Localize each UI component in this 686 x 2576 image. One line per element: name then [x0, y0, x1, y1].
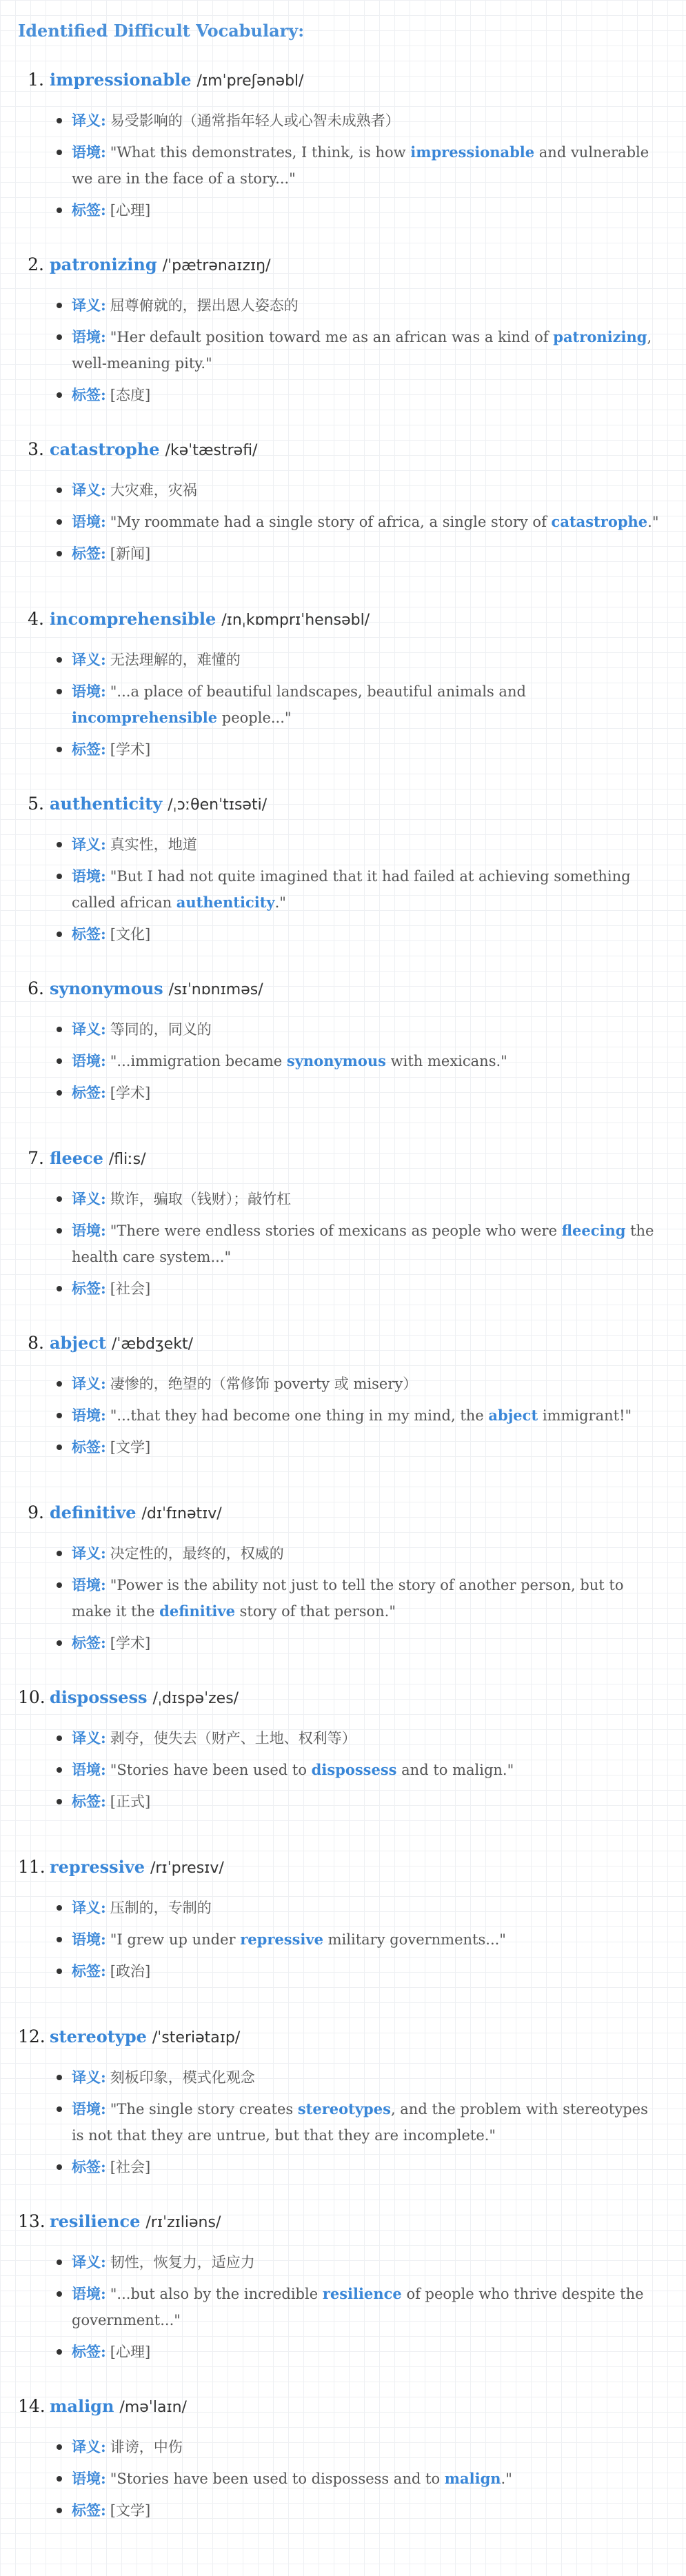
vocab-word: malign	[50, 2396, 114, 2416]
context-row	[72, 2096, 668, 2149]
tag-label: 标签:	[72, 1438, 106, 1456]
word-line	[18, 1684, 668, 1711]
translation-text: 大灾难，灾祸	[110, 482, 197, 499]
context-text-after: and to malign."	[396, 1762, 514, 1778]
tag-text: [心理]	[110, 2344, 151, 2360]
bullet-icon	[57, 1228, 62, 1234]
translation-row	[72, 2434, 668, 2460]
tag-label: 标签:	[72, 1280, 106, 1297]
item-number: 6.	[28, 978, 44, 998]
bullet-icon	[57, 1640, 62, 1646]
bullet-icon	[57, 1905, 62, 1911]
translation-row	[72, 2249, 668, 2275]
tag-row	[72, 2339, 668, 2365]
word-details	[18, 1540, 668, 1656]
word-line	[18, 1499, 668, 1527]
word-details	[18, 1186, 668, 1302]
tag-row	[72, 382, 668, 408]
item-number: 2.	[28, 254, 44, 274]
bullet-icon	[57, 1551, 62, 1556]
vocab-word: definitive	[50, 1502, 137, 1522]
translation-row	[72, 1725, 668, 1751]
vocab-item-catastrophe	[18, 436, 668, 605]
vocab-word: stereotype	[50, 2026, 147, 2046]
bullet-icon	[57, 334, 62, 340]
translation-text: 诽谤，中伤	[110, 2439, 183, 2455]
translation-text: 屈尊俯就的，摆出恩人姿态的	[110, 297, 299, 314]
bullet-icon	[57, 1196, 62, 1202]
vocab-item-repressive	[18, 1853, 668, 2023]
translation-text: 凄惨的，绝望的（常修饰 poverty 或 misery）	[110, 1376, 418, 1392]
bullet-icon	[57, 392, 62, 398]
word-details	[18, 108, 668, 223]
vocab-item-synonymous	[18, 975, 668, 1145]
context-text-before: "But I had not quite imagined that it had failed at achieving something called african	[72, 868, 631, 911]
translation-row	[72, 832, 668, 858]
context-row	[72, 1402, 668, 1429]
tag-row	[72, 1434, 668, 1460]
context-text-after: story of that person."	[234, 1603, 396, 1620]
vocab-word: abject	[50, 1333, 106, 1353]
word-line	[18, 2023, 668, 2051]
context-row	[72, 324, 668, 376]
bullet-icon	[57, 842, 62, 847]
vocab-word: incomprehensible	[50, 609, 216, 629]
phonetic: /məˈlaɪn/	[119, 2399, 187, 2416]
bullet-icon	[57, 1767, 62, 1773]
bullet-icon	[57, 1058, 62, 1064]
context-row	[72, 1572, 668, 1624]
word-line	[18, 1329, 668, 1357]
context-row	[72, 678, 668, 731]
phonetic: /sɪˈnɒnɪməs/	[168, 981, 263, 998]
tag-row	[72, 2497, 668, 2524]
context-text-before: "...but also by the incredible	[110, 2286, 323, 2302]
translation-label: 译义:	[72, 836, 106, 853]
context-text-before: "Stories have been used to	[110, 1762, 312, 1778]
translation-text: 压制的，专制的	[110, 1900, 212, 1916]
tag-row	[72, 921, 668, 947]
page-title: Identified Difficult Vocabulary:	[18, 21, 305, 41]
word-details	[18, 1016, 668, 1106]
translation-label: 译义:	[72, 2253, 106, 2271]
bullet-icon	[57, 1582, 62, 1588]
context-text-before: "...immigration became	[110, 1053, 287, 1069]
vocab-word: repressive	[50, 1857, 145, 1877]
context-row	[72, 1048, 668, 1074]
context-text-after: ."	[274, 894, 286, 911]
bullet-icon	[57, 2291, 62, 2297]
tag-text: [社会]	[110, 2159, 151, 2175]
tag-text: [社会]	[110, 1280, 151, 1297]
item-number: 12.	[18, 2026, 46, 2046]
vocab-word: resilience	[50, 2211, 141, 2231]
phonetic: /fliːs/	[108, 1151, 146, 1168]
context-text-after: ."	[501, 2471, 512, 2487]
word-details	[18, 1371, 668, 1460]
context-label: 语境:	[72, 1761, 106, 1778]
translation-label: 译义:	[72, 1375, 106, 1392]
bullet-icon	[57, 519, 62, 525]
context-text-before: "There were endless stories of mexicans as people who were	[110, 1222, 562, 1239]
tag-label: 标签:	[72, 741, 106, 758]
tag-label: 标签:	[72, 2502, 106, 2519]
word-line	[18, 251, 668, 279]
translation-text: 欺诈，骗取（钱财）；敲竹杠	[110, 1191, 292, 1207]
translation-row	[72, 1016, 668, 1043]
context-text-after: with mexicans."	[385, 1053, 507, 1069]
context-label: 语境:	[72, 2285, 106, 2302]
bullet-icon	[57, 2349, 62, 2355]
context-label: 语境:	[72, 2470, 106, 2487]
translation-label: 译义:	[72, 1020, 106, 1038]
bullet-icon	[57, 150, 62, 155]
translation-label: 译义:	[72, 112, 106, 129]
tag-text: [学术]	[110, 741, 151, 758]
tag-row	[72, 1276, 668, 1302]
vocab-item-stereotype	[18, 2023, 668, 2208]
translation-label: 译义:	[72, 481, 106, 499]
bullet-icon	[57, 2106, 62, 2112]
word-details	[18, 832, 668, 947]
vocab-item-abject	[18, 1329, 668, 1499]
tag-label: 标签:	[72, 201, 106, 219]
vocab-item-dispossess	[18, 1684, 668, 1853]
vocab-word: synonymous	[50, 978, 163, 998]
bullet-icon	[57, 932, 62, 937]
translation-row	[72, 1186, 668, 1212]
item-number: 8.	[28, 1333, 44, 1353]
tag-text: [学术]	[110, 1085, 151, 1101]
word-line	[18, 66, 668, 94]
translation-row	[72, 2064, 668, 2091]
tag-label: 标签:	[72, 2158, 106, 2175]
context-row	[72, 863, 668, 916]
context-highlight-word: incomprehensible	[72, 709, 218, 726]
tag-label: 标签:	[72, 2343, 106, 2360]
tag-row	[72, 197, 668, 223]
context-row	[72, 2466, 668, 2492]
vocabulary-list	[18, 66, 668, 2562]
context-text-before: "Power is the ability not just to tell the story of another person, but to make it the	[72, 1577, 624, 1620]
tag-label: 标签:	[72, 1634, 106, 1651]
tag-label: 标签:	[72, 925, 106, 943]
bullet-icon	[57, 1286, 62, 1291]
tag-row	[72, 1080, 668, 1106]
context-text-after: the health care system..."	[72, 1222, 654, 1265]
tag-text: [正式]	[110, 1793, 151, 1810]
word-line	[18, 790, 668, 818]
word-details	[18, 2064, 668, 2180]
bullet-icon	[57, 551, 62, 556]
context-label: 语境:	[72, 867, 106, 885]
translation-text: 剥夺，使失去（财产、土地、权利等）	[110, 1730, 356, 1747]
tag-label: 标签:	[72, 545, 106, 562]
bullet-icon	[57, 2075, 62, 2080]
tag-text: [文化]	[110, 926, 151, 943]
item-number: 5.	[28, 794, 44, 814]
context-highlight-word: impressionable	[410, 143, 535, 161]
translation-text: 真实性，地道	[110, 836, 197, 853]
tag-text: [文学]	[110, 1439, 151, 1456]
tag-label: 标签:	[72, 1084, 106, 1101]
tag-text: [心理]	[110, 202, 151, 219]
translation-label: 译义:	[72, 1899, 106, 1916]
vocab-item-incomprehensible	[18, 605, 668, 790]
context-text-before: "My roommate had a single story of africa, a single story of	[110, 514, 552, 530]
context-row	[72, 139, 668, 192]
context-row	[72, 1926, 668, 1953]
tag-label: 标签:	[72, 1962, 106, 1980]
context-highlight-word: stereotypes	[297, 2100, 391, 2117]
translation-label: 译义:	[72, 2069, 106, 2086]
vocab-item-authenticity	[18, 790, 668, 975]
tag-text: [学术]	[110, 1635, 151, 1651]
vocab-item-definitive	[18, 1499, 668, 1684]
bullet-icon	[57, 689, 62, 694]
item-number: 4.	[28, 609, 44, 629]
word-details	[18, 2249, 668, 2365]
translation-row	[72, 647, 668, 673]
translation-row	[72, 292, 668, 319]
context-text-before: "Her default position toward me as an african was a kind of	[110, 329, 554, 345]
bullet-icon	[57, 1445, 62, 1450]
tag-text: [态度]	[110, 387, 151, 403]
context-highlight-word: definitive	[159, 1602, 235, 1620]
word-line	[18, 1145, 668, 1172]
context-highlight-word: resilience	[322, 2285, 402, 2302]
context-text-after: and vulnerable we are in the face of a story..."	[72, 144, 649, 187]
phonetic: /dɪˈfɪnətɪv/	[141, 1505, 222, 1522]
phonetic: /ɪmˈpreʃənəbl/	[196, 72, 304, 90]
context-row	[72, 1757, 668, 1783]
bullet-icon	[57, 208, 62, 213]
context-label: 语境:	[72, 1222, 106, 1239]
word-line	[18, 1853, 668, 1881]
translation-row	[72, 477, 668, 503]
bullet-icon	[57, 657, 62, 663]
context-text-after: military governments..."	[323, 1931, 506, 1948]
context-row	[72, 509, 668, 535]
translation-row	[72, 108, 668, 134]
translation-text: 易受影响的（通常指年轻人或心智未成熟者）	[110, 112, 400, 129]
context-text-after: , well-meaning pity."	[72, 329, 652, 372]
tag-row	[72, 541, 668, 567]
phonetic: /rɪˈpresɪv/	[150, 1860, 224, 1877]
vocab-word: patronizing	[50, 254, 157, 274]
context-label: 语境:	[72, 683, 106, 700]
phonetic: /ˈpætrənaɪzɪŋ/	[162, 257, 271, 274]
bullet-icon	[57, 303, 62, 308]
tag-text: [文学]	[110, 2502, 151, 2519]
word-details	[18, 1895, 668, 1984]
item-number: 11.	[18, 1857, 46, 1877]
bullet-icon	[57, 2260, 62, 2265]
vocab-word: impressionable	[50, 70, 192, 90]
item-number: 1.	[28, 70, 44, 90]
translation-label: 译义:	[72, 2438, 106, 2455]
tag-row	[72, 1630, 668, 1656]
context-text-before: "Stories have been used to dispossess and to	[110, 2471, 445, 2487]
context-highlight-word: synonymous	[286, 1052, 386, 1069]
context-highlight-word: dispossess	[311, 1761, 397, 1778]
vocab-item-malign	[18, 2393, 668, 2562]
tag-text: [新闻]	[110, 545, 151, 562]
item-number: 9.	[28, 1502, 44, 1522]
context-text-after: , and the problem with stereotypes is not that they are untrue, but that they are incomplete."	[72, 2101, 648, 2144]
context-text-after: people..."	[217, 710, 292, 726]
tag-label: 标签:	[72, 386, 106, 403]
tag-row	[72, 736, 668, 763]
vocab-item-fleece	[18, 1145, 668, 1329]
bullet-icon	[57, 1937, 62, 1942]
context-label: 语境:	[72, 1931, 106, 1948]
context-row	[72, 1218, 668, 1270]
context-label: 语境:	[72, 1407, 106, 1424]
item-number: 14.	[18, 2396, 46, 2416]
word-details	[18, 1725, 668, 1815]
context-label: 语境:	[72, 2100, 106, 2117]
bullet-icon	[57, 118, 62, 123]
translation-label: 译义:	[72, 1544, 106, 1562]
word-line	[18, 2393, 668, 2420]
phonetic: /rɪˈzɪliəns/	[145, 2214, 221, 2231]
vocab-word: catastrophe	[50, 439, 160, 459]
phonetic: /ˌdɪspəˈzes/	[152, 1690, 239, 1707]
word-details	[18, 647, 668, 763]
bullet-icon	[57, 1799, 62, 1804]
translation-label: 译义:	[72, 1729, 106, 1747]
translation-text: 韧性，恢复力，适应力	[110, 2254, 255, 2271]
context-label: 语境:	[72, 143, 106, 161]
translation-text: 决定性的，最终的，权威的	[110, 1545, 284, 1562]
tag-row	[72, 2154, 668, 2180]
context-text-before: "...that they had become one thing in my mind, the	[110, 1407, 489, 1424]
bullet-icon	[57, 1413, 62, 1418]
bullet-icon	[57, 874, 62, 879]
context-label: 语境:	[72, 1576, 106, 1593]
bullet-icon	[57, 1969, 62, 1974]
context-row	[72, 2281, 668, 2333]
word-details	[18, 2434, 668, 2524]
context-text-after: immigrant!"	[538, 1407, 632, 1424]
word-details	[18, 477, 668, 567]
tag-row	[72, 1789, 668, 1815]
bullet-icon	[57, 1381, 62, 1387]
context-label: 语境:	[72, 513, 106, 530]
translation-text: 无法理解的，难懂的	[110, 652, 241, 668]
vocab-item-patronizing	[18, 251, 668, 436]
bullet-icon	[57, 487, 62, 493]
translation-row	[72, 1540, 668, 1567]
translation-label: 译义:	[72, 1190, 106, 1207]
item-number: 10.	[18, 1687, 46, 1707]
bullet-icon	[57, 1735, 62, 1741]
phonetic: /ˌɔːθenˈtɪsəti/	[168, 796, 268, 814]
translation-text: 等同的，同义的	[110, 1021, 212, 1038]
context-highlight-word: repressive	[240, 1931, 323, 1948]
translation-label: 译义:	[72, 296, 106, 314]
context-highlight-word: abject	[488, 1407, 538, 1424]
context-highlight-word: authenticity	[176, 894, 275, 911]
item-number: 7.	[28, 1148, 44, 1168]
translation-text: 刻板印象，模式化观念	[110, 2069, 255, 2086]
vocab-word: authenticity	[50, 794, 163, 814]
phonetic: /ˈæbdʒekt/	[111, 1336, 193, 1353]
bullet-icon	[57, 2444, 62, 2450]
vocab-item-resilience	[18, 2208, 668, 2393]
context-text-before: "...a place of beautiful landscapes, beautiful animals and	[110, 683, 526, 700]
phonetic: /kəˈtæstrəfi/	[165, 442, 258, 459]
context-text-before: "What this demonstrates, I think, is how	[110, 144, 411, 161]
word-line	[18, 605, 668, 633]
vocab-word: fleece	[50, 1148, 103, 1168]
context-highlight-word: patronizing	[553, 328, 647, 345]
context-label: 语境:	[72, 1052, 106, 1069]
tag-row	[72, 1958, 668, 1984]
translation-label: 译义:	[72, 651, 106, 668]
context-highlight-word: catastrophe	[551, 513, 648, 530]
context-text-before: "The single story creates	[110, 2101, 298, 2117]
tag-text: [政治]	[110, 1963, 151, 1980]
vocab-word: dispossess	[50, 1687, 148, 1707]
word-line	[18, 436, 668, 463]
bullet-icon	[57, 2164, 62, 2170]
vocab-item-impressionable	[18, 66, 668, 251]
word-details	[18, 292, 668, 408]
translation-row	[72, 1895, 668, 1921]
context-label: 语境:	[72, 328, 106, 345]
item-number: 3.	[28, 439, 44, 459]
word-line	[18, 2208, 668, 2235]
tag-label: 标签:	[72, 1793, 106, 1810]
context-highlight-word: fleecing	[561, 1222, 626, 1239]
bullet-icon	[57, 747, 62, 752]
translation-row	[72, 1371, 668, 1397]
context-text-before: "I grew up under	[110, 1931, 241, 1948]
word-line	[18, 975, 668, 1003]
context-highlight-word: malign	[444, 2470, 501, 2487]
bullet-icon	[57, 1090, 62, 1096]
bullet-icon	[57, 2476, 62, 2482]
context-text-after: ."	[647, 514, 659, 530]
phonetic: /ˈsteriətaɪp/	[152, 2029, 241, 2046]
item-number: 13.	[18, 2211, 46, 2231]
bullet-icon	[57, 1027, 62, 1032]
phonetic: /ɪnˌkɒmprɪˈhensəbl/	[221, 612, 370, 629]
context-text-after: of people who thrive despite the government..."	[72, 2286, 644, 2328]
bullet-icon	[57, 2508, 62, 2513]
